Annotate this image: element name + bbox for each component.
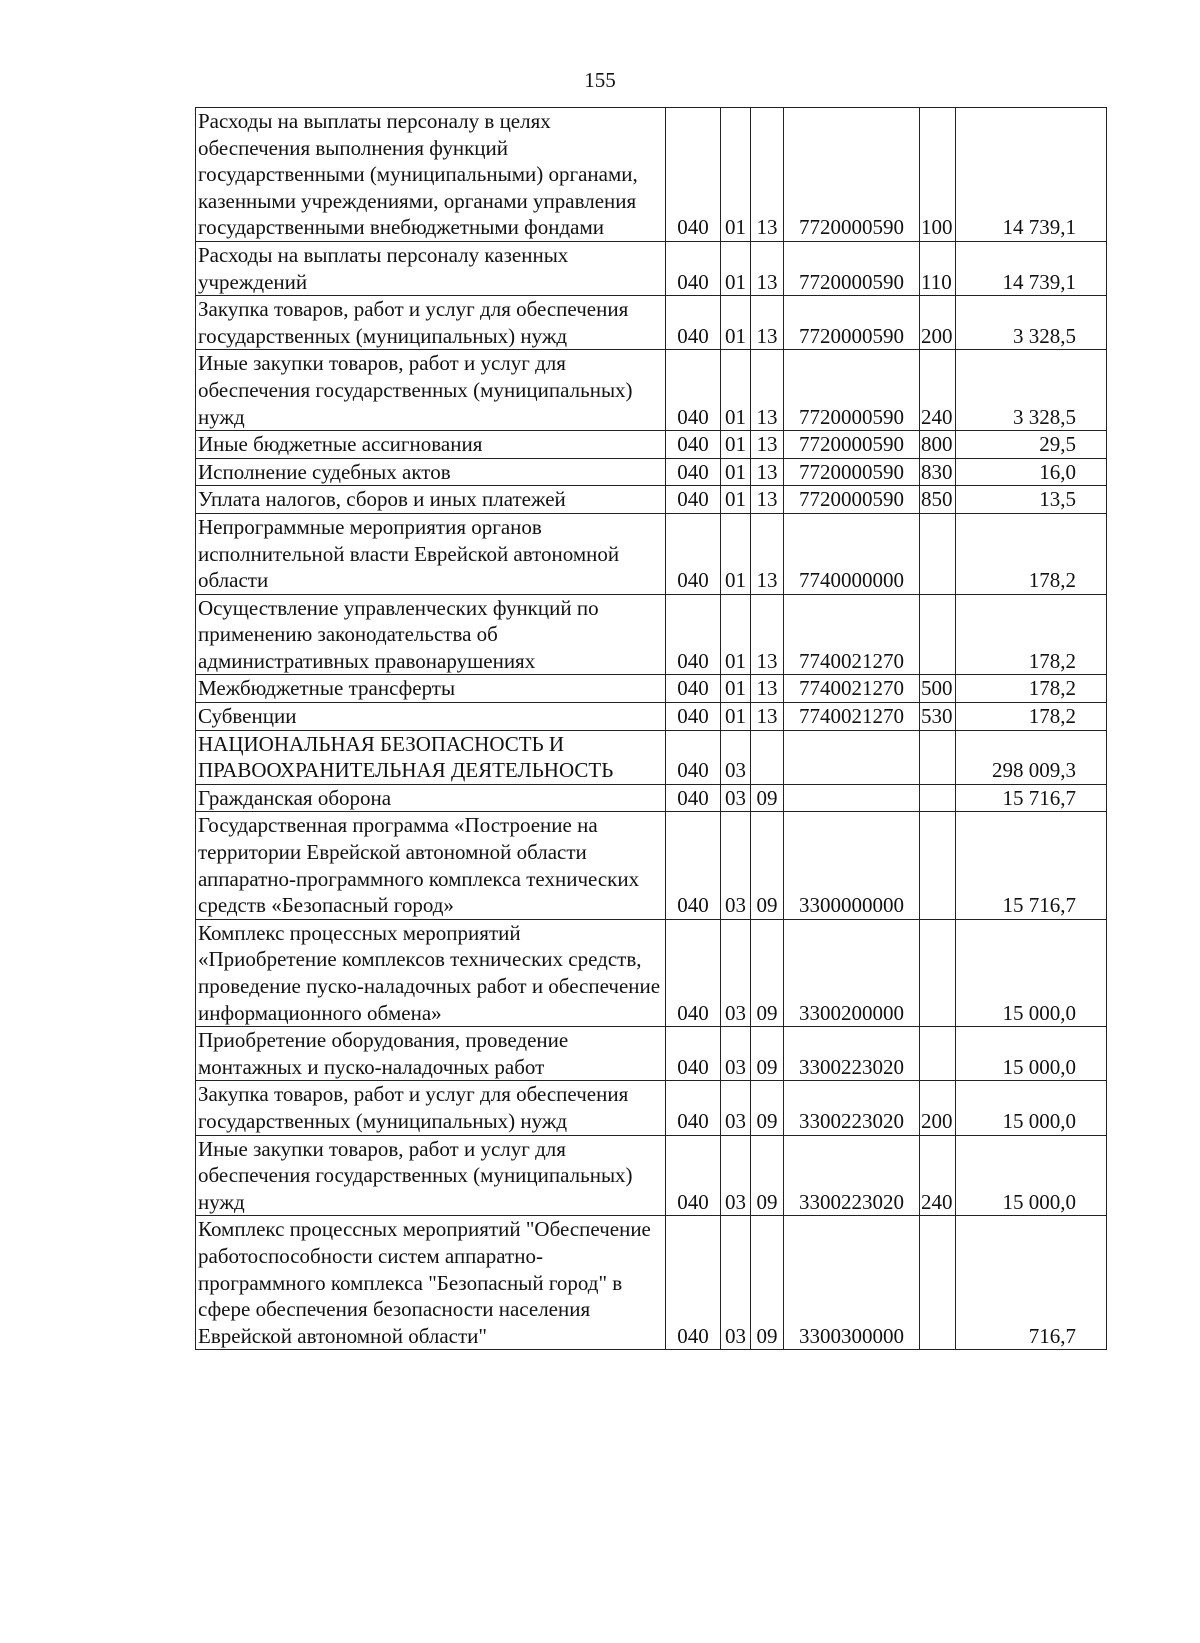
row-gr: 040 [666,1027,721,1081]
budget-table [195,107,1107,1350]
row-vr [920,812,956,919]
row-csr: 3300223020 [784,1135,920,1216]
table-row [196,1027,1107,1081]
table-row [196,703,1107,731]
row-pr: 13 [751,241,784,295]
row-csr: 3300223020 [784,1081,920,1135]
row-vr [920,594,956,675]
row-pr: 09 [751,1027,784,1081]
row-vr [920,1027,956,1081]
row-pr: 13 [751,431,784,459]
row-amount: 298 009,3 [956,730,1107,784]
row-rz: 01 [721,486,751,514]
row-name: Исполнение судебных актов [196,458,666,486]
row-name: Гражданская оборона [196,784,666,812]
row-vr: 200 [920,296,956,350]
row-amount: 15 000,0 [956,1027,1107,1081]
row-amount: 178,2 [956,594,1107,675]
row-amount: 15 000,0 [956,1081,1107,1135]
row-amount: 29,5 [956,431,1107,459]
row-pr: 13 [751,350,784,431]
row-amount: 3 328,5 [956,350,1107,431]
table-row [196,784,1107,812]
row-vr: 200 [920,1081,956,1135]
row-gr: 040 [666,1216,721,1350]
row-rz: 03 [721,784,751,812]
row-rz: 01 [721,458,751,486]
row-csr: 3300300000 [784,1216,920,1350]
row-vr: 240 [920,1135,956,1216]
row-pr: 09 [751,1135,784,1216]
row-pr: 13 [751,296,784,350]
row-name: Комплекс процессных мероприятий "Обеспечение работоспособности систем аппаратно-программного комплекса "Безопасный город" в сфере обеспечения безопасности населения Еврейской автономной области" [196,1216,666,1350]
row-rz: 03 [721,1216,751,1350]
row-vr [920,513,956,594]
row-pr: 09 [751,784,784,812]
row-vr: 100 [920,108,956,242]
row-csr: 7740021270 [784,594,920,675]
row-rz: 01 [721,241,751,295]
row-name: Приобретение оборудования, проведение монтажных и пуско-наладочных работ [196,1027,666,1081]
row-pr: 13 [751,486,784,514]
row-csr: 7740000000 [784,513,920,594]
row-csr: 7740021270 [784,675,920,703]
table-row [196,594,1107,675]
row-amount: 716,7 [956,1216,1107,1350]
row-name: Межбюджетные трансферты [196,675,666,703]
row-gr: 040 [666,350,721,431]
row-pr: 13 [751,675,784,703]
row-vr: 800 [920,431,956,459]
row-vr [920,784,956,812]
row-csr: 7720000590 [784,108,920,242]
row-gr: 040 [666,431,721,459]
row-csr: 3300000000 [784,812,920,919]
row-rz: 01 [721,108,751,242]
row-vr: 500 [920,675,956,703]
row-vr [920,730,956,784]
row-rz: 03 [721,730,751,784]
row-rz: 01 [721,431,751,459]
row-rz: 03 [721,919,751,1026]
row-gr: 040 [666,919,721,1026]
row-amount: 15 716,7 [956,784,1107,812]
row-name: Непрограммные мероприятия органов исполнительной власти Еврейской автономной области [196,513,666,594]
row-name: НАЦИОНАЛЬНАЯ БЕЗОПАСНОСТЬ И ПРАВООХРАНИТЕЛЬНАЯ ДЕЯТЕЛЬНОСТЬ [196,730,666,784]
table-row [196,486,1107,514]
table-row [196,458,1107,486]
row-amount: 13,5 [956,486,1107,514]
row-amount: 15 000,0 [956,1135,1107,1216]
row-csr: 7720000590 [784,458,920,486]
row-csr: 7720000590 [784,296,920,350]
row-name: Осуществление управленческих функций по применению законодательства об административных правонарушениях [196,594,666,675]
row-name: Иные закупки товаров, работ и услуг для обеспечения государственных (муниципальных) нужд [196,350,666,431]
row-vr: 110 [920,241,956,295]
row-csr: 7720000590 [784,350,920,431]
row-gr: 040 [666,784,721,812]
row-amount: 14 739,1 [956,241,1107,295]
row-gr: 040 [666,241,721,295]
row-name: Иные закупки товаров, работ и услуг для обеспечения государственных (муниципальных) нужд [196,1135,666,1216]
table-row [196,919,1107,1026]
row-name: Расходы на выплаты персоналу в целях обеспечения выполнения функций государственными (муниципальными) органами, казенными учреждениями, органами управления государственными внебюджетными фондами [196,108,666,242]
row-vr [920,1216,956,1350]
row-gr: 040 [666,730,721,784]
table-row [196,431,1107,459]
row-amount: 14 739,1 [956,108,1107,242]
row-rz: 03 [721,1027,751,1081]
table-row [196,1081,1107,1135]
table-row [196,675,1107,703]
row-csr: 7740021270 [784,703,920,731]
row-pr: 09 [751,1216,784,1350]
row-csr [784,730,920,784]
page-number: 155 [584,68,616,92]
row-vr: 240 [920,350,956,431]
row-vr: 830 [920,458,956,486]
row-rz: 01 [721,296,751,350]
row-pr: 09 [751,1081,784,1135]
row-rz: 03 [721,812,751,919]
row-gr: 040 [666,812,721,919]
row-name: Закупка товаров, работ и услуг для обеспечения государственных (муниципальных) нужд [196,296,666,350]
row-amount: 3 328,5 [956,296,1107,350]
row-gr: 040 [666,1081,721,1135]
row-gr: 040 [666,594,721,675]
table-row [196,1216,1107,1350]
row-amount: 15 716,7 [956,812,1107,919]
row-csr [784,784,920,812]
row-rz: 03 [721,1081,751,1135]
row-pr: 13 [751,513,784,594]
table-row [196,513,1107,594]
row-amount: 178,2 [956,703,1107,731]
row-vr [920,919,956,1026]
row-rz: 03 [721,1135,751,1216]
row-pr: 13 [751,108,784,242]
table-row [196,812,1107,919]
row-pr [751,730,784,784]
row-gr: 040 [666,675,721,703]
row-csr: 3300200000 [784,919,920,1026]
table-row [196,241,1107,295]
row-pr: 13 [751,594,784,675]
table-row [196,730,1107,784]
row-amount: 178,2 [956,513,1107,594]
row-rz: 01 [721,594,751,675]
row-gr: 040 [666,486,721,514]
row-gr: 040 [666,1135,721,1216]
row-rz: 01 [721,703,751,731]
budget-table-body [196,108,1107,1350]
table-row [196,108,1107,242]
row-name: Уплата налогов, сборов и иных платежей [196,486,666,514]
row-name: Субвенции [196,703,666,731]
row-csr: 7720000590 [784,431,920,459]
row-name: Расходы на выплаты персоналу казенных учреждений [196,241,666,295]
row-gr: 040 [666,108,721,242]
row-name: Комплекс процессных мероприятий «Приобретение комплексов технических средств, проведение пуско-наладочных работ и обеспечение информационного обмена» [196,919,666,1026]
row-gr: 040 [666,296,721,350]
row-csr: 3300223020 [784,1027,920,1081]
row-gr: 040 [666,513,721,594]
row-csr: 7720000590 [784,241,920,295]
row-pr: 13 [751,703,784,731]
row-pr: 09 [751,919,784,1026]
row-pr: 13 [751,458,784,486]
row-gr: 040 [666,458,721,486]
table-row [196,296,1107,350]
row-gr: 040 [666,703,721,731]
row-amount: 16,0 [956,458,1107,486]
row-rz: 01 [721,513,751,594]
row-name: Иные бюджетные ассигнования [196,431,666,459]
row-name: Закупка товаров, работ и услуг для обеспечения государственных (муниципальных) нужд [196,1081,666,1135]
row-vr: 850 [920,486,956,514]
row-amount: 178,2 [956,675,1107,703]
table-row [196,350,1107,431]
row-rz: 01 [721,350,751,431]
row-name: Государственная программа «Построение на территории Еврейской автономной области аппаратно-программного комплекса технических средств «Безопасный город» [196,812,666,919]
row-pr: 09 [751,812,784,919]
row-vr: 530 [920,703,956,731]
row-amount: 15 000,0 [956,919,1107,1026]
table-row [196,1135,1107,1216]
row-csr: 7720000590 [784,486,920,514]
row-rz: 01 [721,675,751,703]
